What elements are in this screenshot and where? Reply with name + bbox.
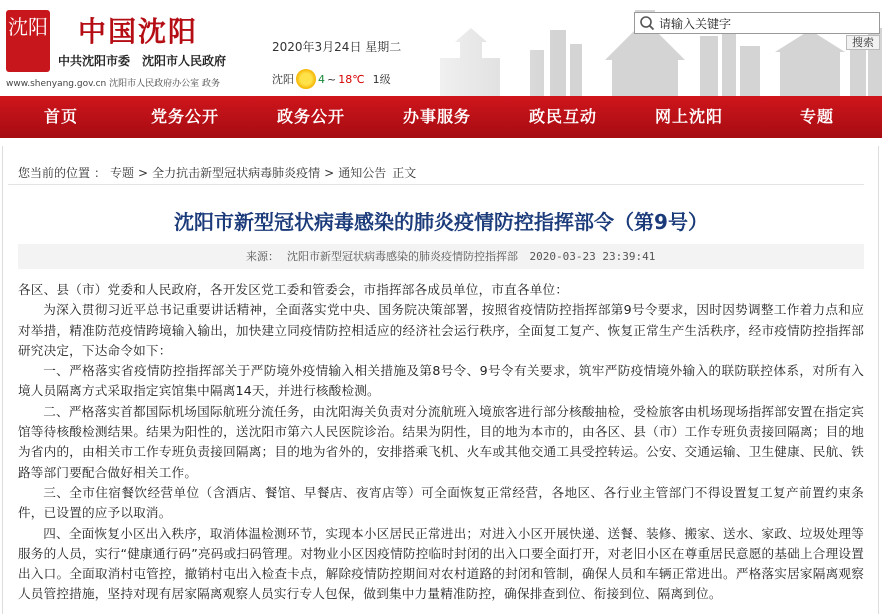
nav-item-services[interactable]: 办事服务 bbox=[402, 107, 471, 126]
main-nav bbox=[0, 96, 882, 138]
article-paragraph: 为深入贯彻习近平总书记重要讲话精神，全面落实党中央、国务院决策部署，按照省疫情防控指挥部第9号令要求，因时因势调整工作着力点和应对举措，精准防范疫情跨境输入输出，加快建立同疫情防控相适应的经济社会运行秩序，全面复工复产、恢复正常生产生活秩序，经市疫情防控指挥部研究决定，下达命令如下： bbox=[18, 302, 864, 358]
logo-text: 沈阳 bbox=[8, 15, 48, 39]
search-placeholder: 请输入关键字 bbox=[659, 16, 732, 31]
article-time: 2020-03-23 23:39:41 bbox=[529, 250, 656, 263]
wind-level: 1级 bbox=[372, 73, 391, 86]
site-name[interactable]: 中国沈阳 bbox=[78, 15, 199, 48]
breadcrumb-item-topics[interactable]: 专题 bbox=[110, 166, 135, 180]
current-date: 2020年3月24日 星期二 bbox=[272, 40, 402, 54]
search-button[interactable]: 搜索 bbox=[846, 35, 880, 50]
site-subtitle: 中共沈阳市委 沈阳市人民政府 bbox=[58, 54, 227, 68]
breadcrumb-prefix: 您当前的位置 bbox=[18, 166, 91, 180]
article-paragraph: 四、全面恢复小区出入秩序，取消体温检测环节，实现本小区居民正常进出；对进入小区开展快递、送餐、装修、搬家、送水、家政、垃圾处理等服务的人员，实行“健康通行码”亮码或扫码管理。对物业小区因疫情防控临时封闭的出入口要全面打开，对老旧小区在尊重居民意愿的基础上合理设置出入口。全面取消村屯管控，撤销村屯出入检查卡点，解除疫情防控期间对农村道路的封闭和管制，确保人员和车辆正常进出。严格落实居家隔离观察人员管控措施，坚持对现有居家隔离观察人员实行专人包保，做到集中力量精准防控，确保排查到位、衔接到位、隔离到位。 bbox=[18, 525, 864, 602]
search-icon bbox=[639, 15, 655, 31]
nav-item-party-affairs[interactable]: 党务公开 bbox=[150, 107, 219, 126]
search-input[interactable] bbox=[634, 12, 880, 34]
temp-separator: ~ bbox=[327, 72, 337, 86]
article-paragraph: 三、全市住宿餐饮经营单位（含酒店、餐馆、早餐店、夜宵店等）可全面恢复正常经营，各地区、各行业主管部门不得设置复工复产前置约束条件，已设置的应予以取消。 bbox=[18, 484, 864, 521]
breadcrumb bbox=[18, 164, 416, 181]
breadcrumb-item-epidemic[interactable]: 全力抗击新型冠状病毒肺炎疫情 bbox=[152, 166, 321, 180]
nav-item-topics[interactable]: 专题 bbox=[799, 107, 834, 126]
article-title: 沈阳市新型冠状病毒感染的肺炎疫情防控指挥部令（第9号） bbox=[174, 210, 708, 234]
article-paragraph: 二、严格落实首都国际机场国际航班分流任务，由沈阳海关负责对分流航班入境旅客进行部分核酸抽检，受检旅客由机场现场指挥部安置在指定宾馆等待核酸检测结果。结果为阳性的，送沈阳市第六人民医院诊治。结果为阴性，目的地为本市的，由各区、县（市）工作专班负责接回隔离；目的地为省内的，由相关市工作专班负责接回隔离；目的地为省外的，安排搭乘飞机、火车或其他交通工具受控转运。公安、交通运输、卫生健康、民航、铁路等部门要配合做好相关工作。 bbox=[18, 403, 864, 480]
nav-item-online-shenyang[interactable]: 网上沈阳 bbox=[654, 107, 723, 126]
site-logo[interactable] bbox=[6, 10, 50, 72]
breadcrumb-separator: > bbox=[138, 165, 149, 180]
breadcrumb-item-body: 正文 bbox=[392, 166, 417, 180]
weather-widget bbox=[272, 69, 391, 89]
article-paragraph: 各区、县（市）党委和人民政府，各开发区党工委和管委会，市指挥部各成员单位，市直各单位： bbox=[18, 282, 569, 297]
site-header bbox=[0, 0, 882, 96]
article-body bbox=[18, 280, 864, 605]
article-source-label: 来源： bbox=[246, 250, 279, 263]
article-source: 沈阳市新型冠状病毒感染的肺炎疫情防控指挥部 bbox=[287, 250, 518, 263]
breadcrumb-colon: ： bbox=[94, 166, 107, 180]
divider bbox=[8, 184, 864, 185]
nav-item-government-affairs[interactable]: 政务公开 bbox=[276, 107, 345, 126]
site-url: www.shenyang.gov.cn 沈阳市人民政府办公室 政务 bbox=[6, 79, 220, 89]
temp-low: 4 bbox=[318, 72, 325, 86]
nav-item-home[interactable]: 首页 bbox=[43, 107, 78, 126]
article-meta bbox=[18, 244, 864, 269]
breadcrumb-separator: > bbox=[324, 165, 335, 180]
temp-high: 18℃ bbox=[338, 72, 365, 86]
sun-icon bbox=[296, 69, 316, 89]
nav-item-interaction[interactable]: 政民互动 bbox=[528, 107, 597, 126]
breadcrumb-item-notices[interactable]: 通知公告 bbox=[338, 166, 387, 180]
weather-city: 沈阳 bbox=[272, 73, 294, 86]
article-paragraph: 一、严格落实省疫情防控指挥部关于严防境外疫情输入相关措施及第8号令、9号令有关要求，筑牢严防疫情境外输入的联防联控体系，对所有入境人员隔离方式采取指定宾馆集中隔离14天，并进行核酸检测。 bbox=[18, 363, 864, 399]
